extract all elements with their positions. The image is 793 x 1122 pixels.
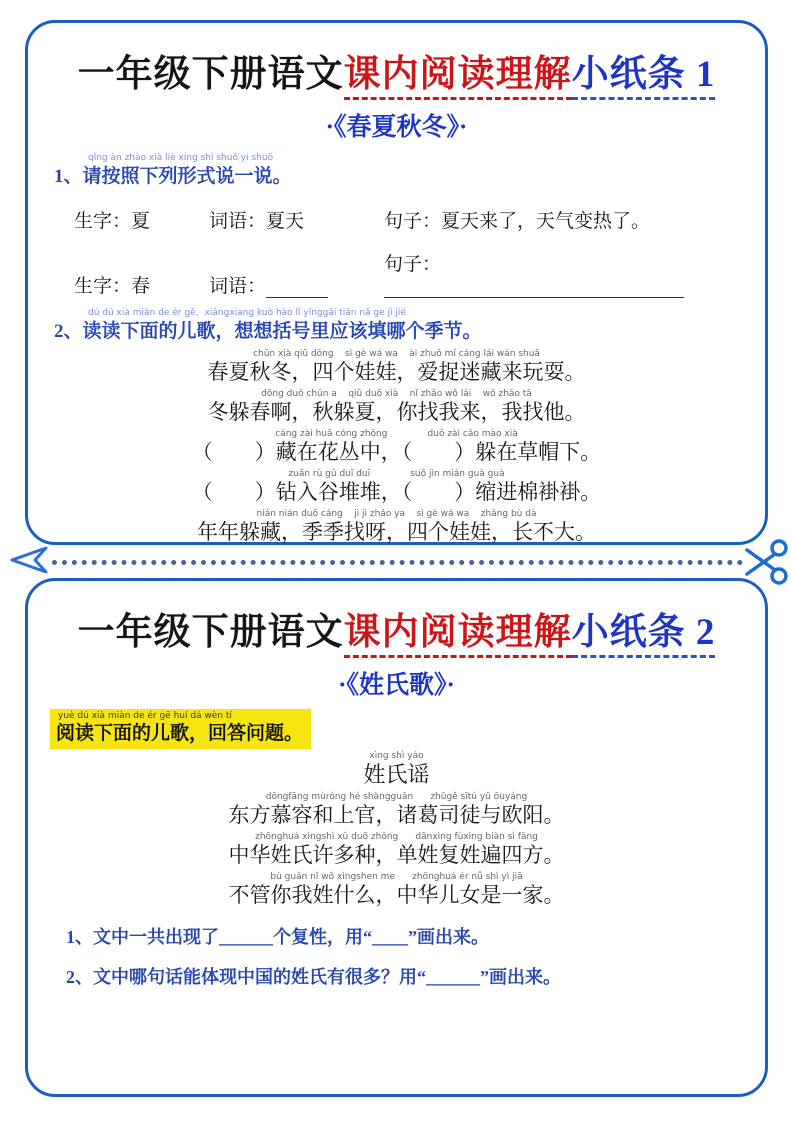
card1-question-2 bbox=[54, 308, 739, 345]
poem-line bbox=[54, 469, 739, 506]
blank-ciyu bbox=[209, 271, 384, 298]
poem-line-pinyin: bù guǎn nǐ wǒ xìngshen me zhōnghuá ér nǚ shì yì jiā bbox=[270, 872, 523, 882]
poem-line-text: （ ）藏在花丛中，（ ）躲在草帽下。 bbox=[191, 440, 602, 464]
ciyu-answer-blank[interactable] bbox=[266, 279, 328, 298]
card2-question-1: 1、文中一共出现了______个复性，用“____”画出来。 bbox=[66, 927, 489, 947]
card2-subtitle: ·《姓氏歌》· bbox=[338, 672, 455, 699]
card1-title bbox=[54, 43, 739, 97]
example-shengzi: 生字：夏 bbox=[74, 211, 151, 232]
cut-line bbox=[0, 546, 793, 578]
card2-instruction-highlight bbox=[50, 709, 311, 749]
poem-line bbox=[54, 389, 739, 426]
card2-question-2: 2、文中哪句话能体现中国的姓氏有很多？用“______”画出来。 bbox=[66, 967, 561, 987]
poem-line bbox=[54, 509, 739, 546]
blank-shengzi: 生字：春 bbox=[74, 276, 151, 297]
card2-poem-title bbox=[54, 751, 739, 788]
poem-line-pinyin: zuān rù gǔ duī duī suō jìn mián guà guà bbox=[288, 469, 505, 479]
poem-line-pinyin: zhōnghuá xìngshì xǔ duō zhǒng dānxìng fùxìng biàn sì fāng bbox=[255, 832, 538, 842]
card2-title-number: 小纸条 2 bbox=[572, 612, 716, 658]
poem-line-text: 年年躲藏，季季找呀，四个娃娃，长不大。 bbox=[197, 520, 596, 544]
poem-line-pinyin: chūn xià qiū dōng sì gè wá wa ài zhuō mí cáng lái wán shuǎ bbox=[253, 349, 540, 359]
card2-instruction-pinyin: yuè dú xià miàn de ér gē huí dá wèn tí bbox=[58, 711, 232, 721]
blank-juzi-label: 句子： bbox=[384, 254, 442, 275]
poem-line bbox=[54, 832, 739, 869]
card-2 bbox=[25, 578, 768, 1097]
card1-blank-row bbox=[74, 249, 739, 298]
example-ciyu: 词语：夏天 bbox=[209, 211, 305, 232]
card1-title-grade: 一年级下册语文 bbox=[77, 54, 344, 95]
blank-ciyu-label: 词语： bbox=[209, 276, 267, 297]
poem-line bbox=[54, 792, 739, 829]
card2-poem-title-text: 姓氏谣 bbox=[363, 762, 430, 787]
poem-line-text: 东方慕容和上官，诸葛司徒与欧阳。 bbox=[228, 803, 565, 827]
card2-instruction-text: 阅读下面的儿歌，回答问题。 bbox=[56, 723, 304, 744]
poem-line-pinyin: cáng zài huā cóng zhōng duǒ zài cǎo mào xià bbox=[275, 429, 518, 439]
card1-poem bbox=[54, 349, 739, 546]
poem-line-text: 冬躲春啊，秋躲夏，你找我来，我找他。 bbox=[207, 400, 586, 424]
poem-line bbox=[54, 429, 739, 466]
card1-subtitle: ·《春夏秋冬》· bbox=[325, 114, 468, 141]
juzi-answer-blank[interactable] bbox=[384, 279, 684, 298]
card1-question-1-pinyin: qǐng àn zhào xià liè xíng shì shuō yi shuō bbox=[88, 153, 274, 163]
poem-line-text: 不管你我姓什么，中华儿女是一家。 bbox=[228, 883, 565, 907]
card2-title-topic: 课内阅读理解 bbox=[344, 612, 572, 658]
card1-title-number: 小纸条 1 bbox=[572, 54, 716, 100]
poem-line bbox=[54, 872, 739, 909]
poem-line-text: 中华姓氏许多种，单姓复姓遍四方。 bbox=[228, 843, 565, 867]
poem-line-pinyin: dōngfāng mùróng hé shàngguān zhūgě sītú yǔ ōuyáng bbox=[265, 792, 528, 802]
card2-title-grade: 一年级下册语文 bbox=[77, 612, 344, 653]
poem-line-text: （ ）钻入谷堆堆，（ ）缩进棉褂褂。 bbox=[191, 480, 602, 504]
poem-line-pinyin: dōng duǒ chūn a qiū duǒ xià nǐ zhǎo wǒ lái wǒ zhǎo tā bbox=[261, 389, 532, 399]
card1-question-2-pinyin: dú dú xià miàn de ér gē，xiǎngxiang kuò hào lǐ yīnggāi tián nǎ ge jì jié bbox=[88, 308, 406, 318]
example-juzi: 句子：夏天来了，天气变热了。 bbox=[384, 211, 651, 232]
scissors-icon bbox=[745, 536, 791, 593]
card1-example-row bbox=[74, 206, 739, 233]
card1-question-1-text: 1、请按照下列形式说一说。 bbox=[54, 166, 292, 187]
poem-line-text: 春夏秋冬，四个娃娃，爱捉迷藏来玩耍。 bbox=[207, 360, 586, 384]
cut-arrow-icon bbox=[4, 543, 50, 582]
blank-juzi bbox=[384, 249, 739, 298]
card1-title-topic: 课内阅读理解 bbox=[344, 54, 572, 100]
card-1 bbox=[25, 20, 768, 545]
poem-line-pinyin: nián nián duǒ cáng jì jì zhǎo ya sì gè wá wa zhǎng bù dà bbox=[256, 509, 537, 519]
cut-dotted-line bbox=[52, 560, 743, 565]
card1-question-1 bbox=[54, 153, 739, 190]
poem-line bbox=[54, 349, 739, 386]
card1-question-2-text: 2、读读下面的儿歌，想想括号里应该填哪个季节。 bbox=[54, 321, 482, 342]
card2-poem bbox=[54, 792, 739, 909]
card2-title bbox=[54, 601, 739, 655]
card2-poem-title-pinyin: xìng shì yáo bbox=[369, 751, 424, 761]
